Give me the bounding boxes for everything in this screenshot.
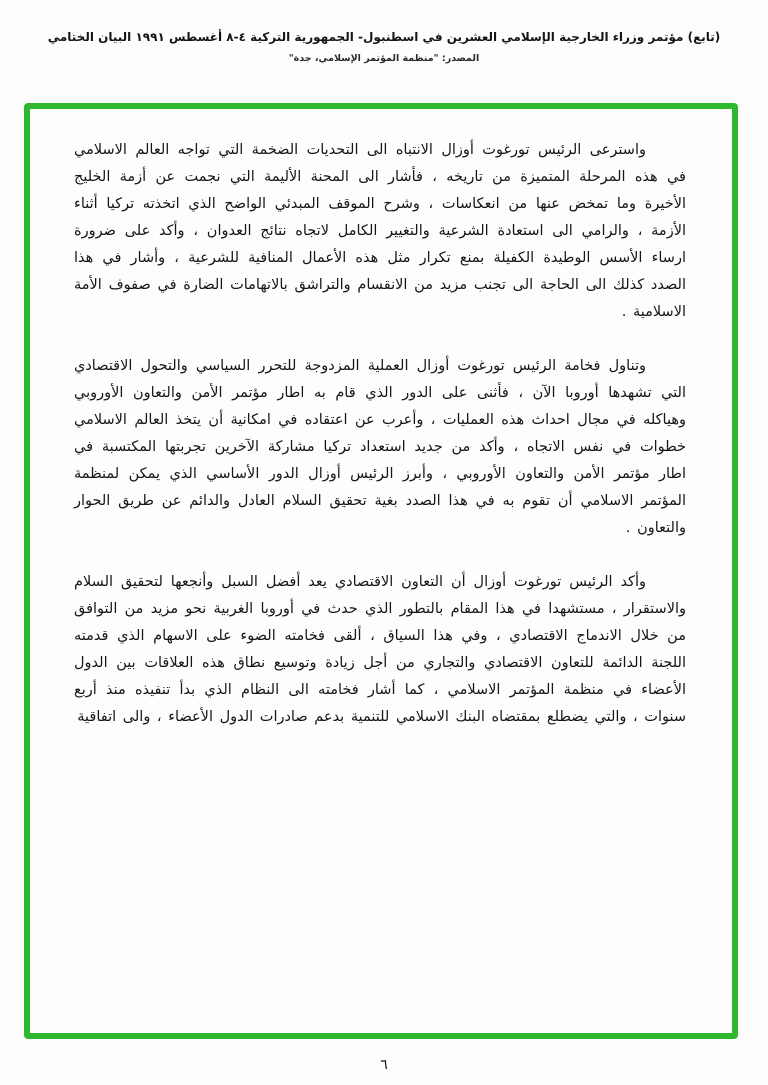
body-paragraph-2: وتناول فخامة الرئيس تورغوت أوزال العملية المزدوجة للتحرر السياسي والتحول الاقتصادي التي تشهدها أوروبا الآن ، فأثنى على الدور الذي قام به اطار مؤتمر الأمن والتعاون الأوروبي وهياكله في مجال احداث هذه العمليات ، وأعرب عن اعتقاده في امكانية أن يتخذ العالم الاسلامي خطوات في نفس الاتجاه ، وأكد من جديد استعداد تركيا مشاركة الآخرين تجربتها المكتسبة في اطار مؤتمر الأمن والتعاون الأوروبي ، وأبرز الرئيس أوزال الدور الأساسي الذي يمكن لمنظمة المؤتمر الاسلامي أن تقوم به في هذا الصدد بغية تحقيق السلام العادل والدائم عن طريق الحوار والتعاون . bbox=[74, 358, 686, 536]
document-title: (تابع) مؤتمر وزراء الخارجية الإسلامي العشرين في اسطنبول- الجمهورية التركية ٤-٨ أغسطس ١٩٩١ البيان الختامي bbox=[47, 30, 721, 44]
highlight-box bbox=[24, 103, 738, 1039]
body-paragraph-1: واسترعى الرئيس تورغوت أوزال الانتباه الى التحديات الضخمة التي تواجه العالم الاسلامي في هذه المرحلة المتميزة من تاريخه ، فأشار الى المحنة الأليمة التي نجمت عن أزمة الخليج الأخيرة وما تمخض عنها من انعكاسات ، وشرح الموقف المبدئي الواضح الذي اتخذته تركيا أثناء الأزمة ، والرامي الى استعادة الشرعية والتغيير الكامل لاتجاه نتائج العدوان ، وأكد على ضرورة ارساء الأسس الوطيدة الكفيلة بمنع تكرار مثل هذه الأعمال المنافية للشرعية ، وأشار في هذا الصدد كذلك الى الحاجة الى تجنب مزيد من الانقسام والتراشق بالاتهامات الضارة في صفوف الأمة الاسلامية . bbox=[74, 142, 686, 320]
document-header bbox=[0, 0, 768, 64]
document-source: المصدر: "منظمة المؤتمر الإسلامي، جدة" bbox=[288, 53, 480, 64]
page-number: ٦ bbox=[380, 1057, 388, 1073]
body-paragraph-3: وأكد الرئيس تورغوت أوزال أن التعاون الاقتصادي يعد أفضل السبل وأنجعها لتحقيق السلام والاستقرار ، مستشهدا في هذا المقام بالتطور الذي حدث في أوروبا الغربية نحو مزيد من التوافق من خلال الاندماج الاقتصادي ، وفي هذا السياق ، ألقى فخامته الضوء على الاسهام الذي قدمته اللجنة الدائمة للتعاون الاقتصادي والتجاري من أجل زيادة وتوسيع نطاق هذه العلاقات بين الدول الأعضاء في منظمة المؤتمر الاسلامي ، كما أشار فخامته الى النظام الذي بدأ تنفيذه منذ أربع سنوات ، والتي يضطلع بمقتضاه البنك الاسلامي للتنمية بدعم صادرات الدول الأعضاء ، والى اتفاقية bbox=[74, 574, 686, 725]
